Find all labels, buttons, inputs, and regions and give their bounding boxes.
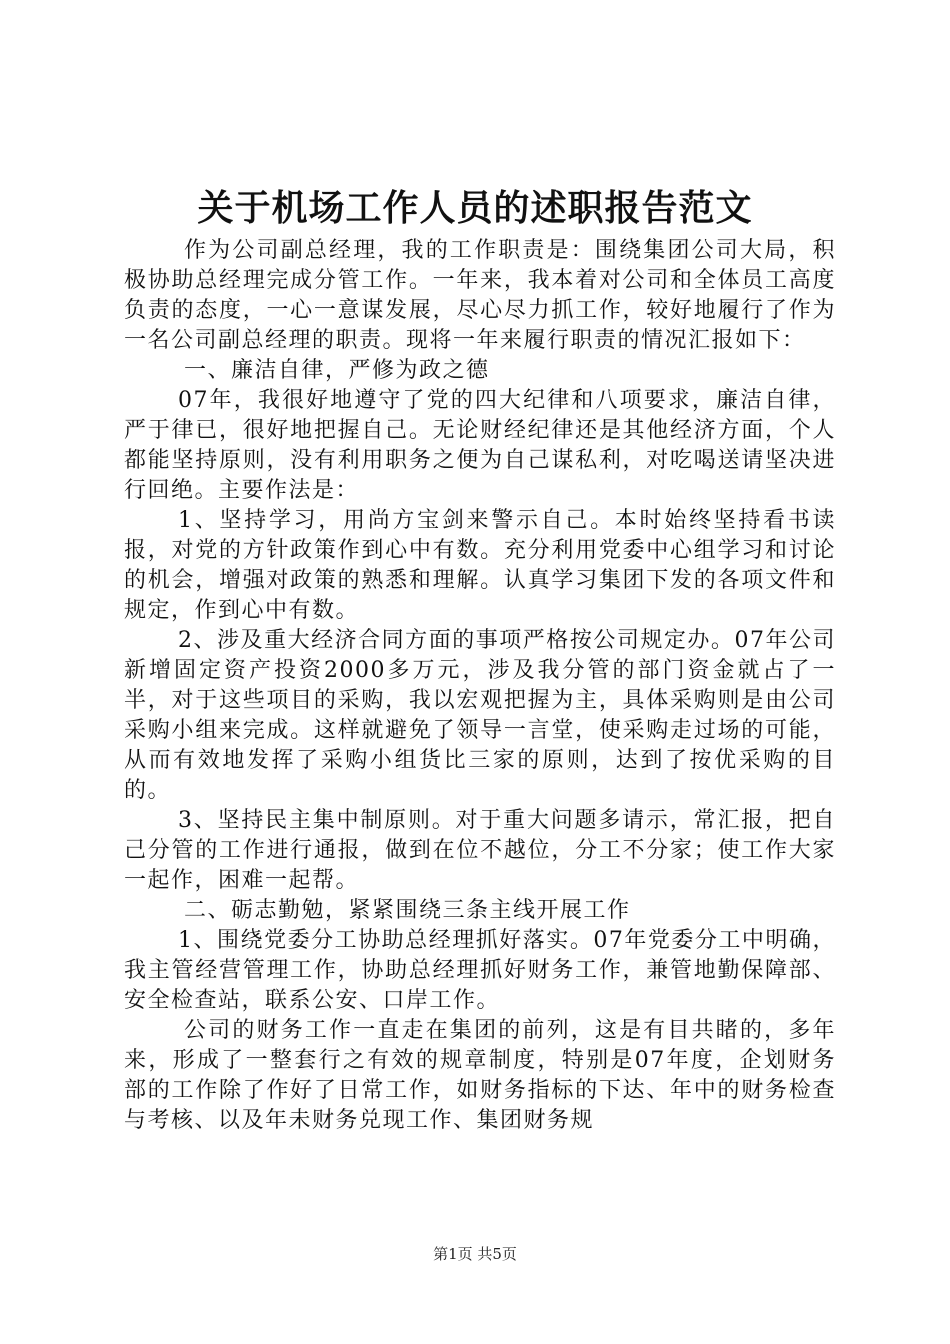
list-item-3: 3、坚持民主集中制原则。对于重大问题多请示，常汇报，把自己分管的工作进行通报，做到在位不越位，分工不分家；使工作大家一起作，困难一起帮。 — [124, 808, 836, 893]
paragraph-intro: 作为公司副总经理，我的工作职责是：围绕集团公司大局，积极协助总经理完成分管工作。一年来，我本着对公司和全体员工高度负责的态度，一心一意谋发展，尽心尽力抓工作，较好地履行了作为一名公司副总经理的职责。现将一年来履行职责的情况汇报如下： — [124, 238, 836, 353]
document-title: 关于机场工作人员的述职报告范文 — [197, 187, 753, 229]
list-item-1: 1、坚持学习，用尚方宝剑来警示自己。本时始终坚持看书读报，对党的方针政策作到心中有数。充分利用党委中心组学习和讨论的机会，增强对政策的熟悉和理解。认真学习集团下发的各项文件和规定，作到心中有数。 — [124, 508, 836, 623]
paragraph-integrity: 07年，我很好地遵守了党的四大纪律和八项要求，廉洁自律，严于律已，很好地把握自己。无论财经纪律还是其他经济方面，个人都能坚持原则，没有利用职务之便为自己谋私利，对吃喝送请坚决进行回绝。主要作法是： — [124, 388, 836, 503]
section-heading-1: 一、廉洁自律，严修为政之德 — [184, 358, 490, 383]
list-item-4: 1、围绕党委分工协助总经理抓好落实。07年党委分工中明确，我主管经营管理工作，协助总经理抓好财务工作，兼管地勤保障部、安全检查站，联系公安、口岸工作。 — [124, 928, 836, 1013]
list-item-2: 2、涉及重大经济合同方面的事项严格按公司规定办。07年公司新增固定资产投资2000多万元，涉及我分管的部门资金就占了一半，对于这些项目的采购，我以宏观把握为主，具体采购则是由公司采购小组来完成。这样就避免了领导一言堂，使采购走过场的可能，从而有效地发挥了采购小组货比三家的原则，达到了按优采购的目的。 — [124, 628, 836, 803]
document-body — [124, 236, 836, 1136]
paragraph-finance: 公司的财务工作一直走在集团的前列，这是有目共睹的，多年来，形成了一整套行之有效的规章制度，特别是07年度，企划财务部的工作除了作好了日常工作，如财务指标的下达、年中的财务检查与考核、以及年未财务兑现工作、集团财务规 — [124, 1018, 836, 1133]
page-number: 第1页 共5页 — [433, 1245, 517, 1263]
section-heading-2: 二、砺志勤勉，紧紧围绕三条主线开展工作 — [184, 898, 631, 923]
